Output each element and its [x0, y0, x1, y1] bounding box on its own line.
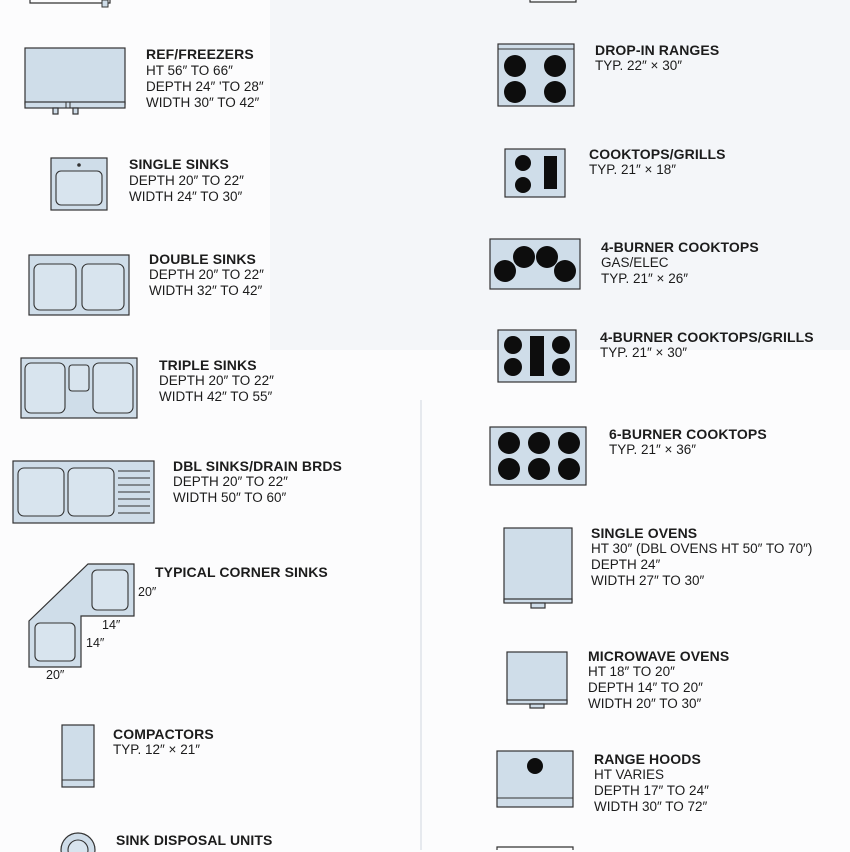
item-title: COOKTOPS/GRILLS	[589, 146, 726, 162]
item-title: DROP-IN RANGES	[595, 42, 720, 58]
item-title: 4-BURNER COOKTOPS	[601, 239, 759, 255]
partial-appliance-icon	[30, 0, 110, 8]
drop-in-range-icon	[497, 43, 577, 109]
double-sink-drainboard-icon	[12, 460, 157, 526]
single-oven-icon	[503, 527, 575, 611]
item-title: COMPACTORS	[113, 726, 214, 742]
item-spec: HT 56″ TO 66″	[146, 63, 233, 78]
item-spec: GAS/ELEC	[601, 255, 669, 270]
item-title: SINGLE OVENS	[591, 525, 698, 541]
item-spec: TYP. 21″ × 26″	[601, 271, 688, 286]
triple-sink-icon	[20, 357, 140, 421]
partial-appliance-icon	[530, 0, 610, 4]
ref-freezer-icon	[24, 47, 128, 117]
single-sink-icon	[50, 157, 110, 213]
corner-dimension: 14″	[86, 636, 105, 650]
cooktop-grill-icon	[504, 148, 568, 200]
corner-dimension: 20″	[46, 668, 65, 682]
corner-sink-icon	[28, 563, 140, 671]
item-spec: DEPTH 20″ TO 22″	[129, 173, 244, 188]
item-title: SINK DISPOSAL UNITS	[116, 832, 273, 848]
item-spec: TYP. 21″ × 18″	[589, 162, 676, 177]
item-spec: TYP. 22″ × 30″	[595, 58, 682, 73]
item-title: TRIPLE SINKS	[159, 357, 257, 373]
item-spec: TYP. 21″ × 30″	[600, 345, 687, 360]
microwave-oven-icon	[506, 651, 570, 711]
item-spec: DEPTH 24″ ʹTO 28″	[146, 79, 264, 94]
item-spec: HT 30″ (DBL OVENS HT 50″ TO 70″)	[591, 541, 813, 556]
four-burner-grill-icon	[497, 329, 579, 385]
item-spec: WIDTH 30″ TO 72″	[594, 799, 708, 814]
item-title: TYPICAL CORNER SINKS	[155, 564, 328, 580]
background-rule	[420, 400, 422, 850]
range-hood-icon	[496, 750, 576, 812]
item-title: REF/FREEZERS	[146, 46, 254, 62]
item-title: SINGLE SINKS	[129, 156, 229, 172]
item-title: RANGE HOODS	[594, 751, 701, 767]
double-sink-icon	[28, 254, 132, 318]
item-spec: DEPTH 20″ TO 22″	[149, 267, 264, 282]
disposal-unit-icon	[60, 830, 100, 852]
item-title: DOUBLE SINKS	[149, 251, 256, 267]
item-spec: TYP. 12″ × 21″	[113, 742, 200, 757]
item-spec: DEPTH 20″ TO 22″	[173, 474, 288, 489]
item-title: 4-BURNER COOKTOPS/GRILLS	[600, 329, 814, 345]
item-spec: WIDTH 27″ TO 30″	[591, 573, 705, 588]
item-spec: DEPTH 14″ TO 20″	[588, 680, 703, 695]
item-spec: TYP. 21″ × 36″	[609, 442, 696, 457]
item-spec: WIDTH 50″ TO 60″	[173, 490, 287, 505]
compactor-icon	[61, 724, 97, 790]
corner-dimension: 14″	[102, 618, 121, 632]
item-spec: WIDTH 20″ TO 30″	[588, 696, 702, 711]
partial-appliance-icon	[497, 846, 577, 850]
item-spec: HT VARIES	[594, 767, 665, 782]
item-spec: DEPTH 20″ TO 22″	[159, 373, 274, 388]
item-spec: WIDTH 42″ TO 55″	[159, 389, 273, 404]
four-burner-cooktop-icon	[489, 238, 583, 292]
item-spec: DEPTH 24″	[591, 557, 661, 572]
corner-dimension: 20″	[138, 585, 157, 599]
six-burner-cooktop-icon	[489, 426, 589, 488]
item-spec: WIDTH 30″ TO 42″	[146, 95, 260, 110]
item-spec: WIDTH 32″ TO 42″	[149, 283, 263, 298]
item-spec: DEPTH 17″ TO 24″	[594, 783, 709, 798]
item-spec: WIDTH 24″ TO 30″	[129, 189, 243, 204]
item-spec: HT 18″ TO 20″	[588, 664, 675, 679]
item-title: DBL SINKS/DRAIN BRDS	[173, 458, 342, 474]
item-title: MICROWAVE OVENS	[588, 648, 730, 664]
item-title: 6-BURNER COOKTOPS	[609, 426, 767, 442]
